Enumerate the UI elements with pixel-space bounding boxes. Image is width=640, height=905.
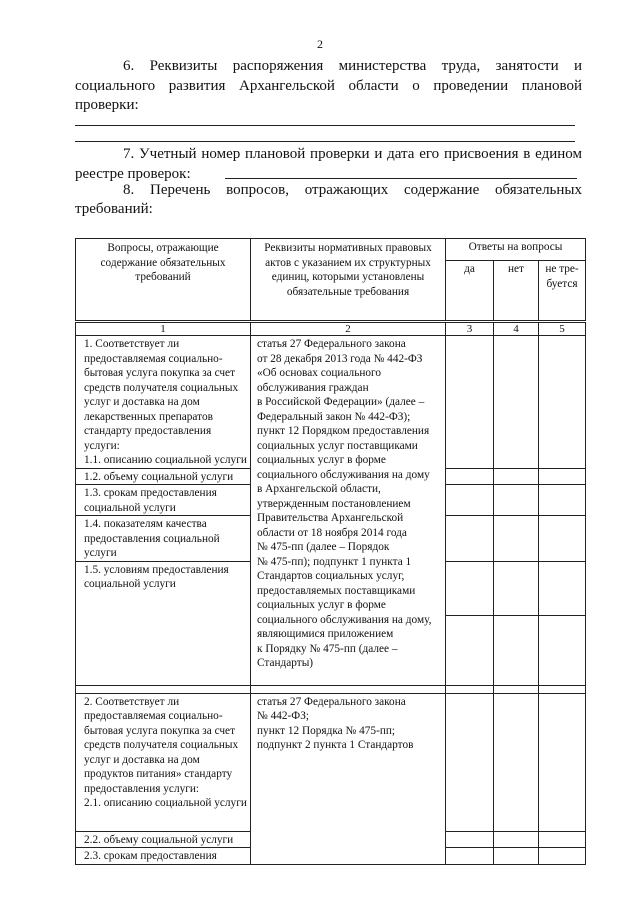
header-no: нет <box>494 261 539 321</box>
q2-text <box>76 693 251 831</box>
q1-ref-line: социальных услуг поставщиками <box>257 439 418 452</box>
q1-ref-line: № 475-пп); подпункт 1 пункта 1 <box>257 555 412 568</box>
col-number-4: 4 <box>494 323 539 336</box>
q1-ref-line: к Порядку № 475-пп (далее – <box>257 642 398 655</box>
q2-2-answer-yes[interactable] <box>446 831 494 848</box>
q1-sub-3: 1.3. срокам предоставления социальной услуги <box>76 485 251 516</box>
q1-5-answer-yes[interactable] <box>446 561 494 615</box>
q1-ref-line: Федеральный закон № 442-ФЗ); <box>257 410 411 423</box>
q1-sub-1: 1.1. описанию социальной услуги <box>84 454 247 466</box>
q1-legal-refs <box>251 336 446 686</box>
q1-sub-2: 1.2. объему социальной услуги <box>76 468 251 485</box>
q2-main: 2. Соответствует ли предоставляемая социально-бытовая услуга покупка за счет средств получателя социальных услуг и доставка на дом продуктов питания» стандарту предоставления услуги: <box>84 695 239 795</box>
section-6-line-2: социального развития Архангельской области о проведении плановой <box>75 78 582 94</box>
q1-ref-line: социальных услуг в форме <box>257 454 386 466</box>
q1-2-answer-no[interactable] <box>494 468 539 485</box>
q1-ref-line: от 28 декабря 2013 года № 442-ФЗ <box>257 352 423 365</box>
q2-sub-3: 2.3. срокам предоставления <box>76 848 251 865</box>
q2-3-answer-no[interactable] <box>494 848 539 865</box>
q1-ref-line: социальных услуг в форме <box>257 599 386 611</box>
q1-ref-line: № 475-пп (далее – Порядок <box>257 541 390 553</box>
q1-ref-line: «Об основах социального <box>257 367 382 379</box>
registry-number-blank-line <box>225 178 577 179</box>
q1-5-answer-yes-extra <box>446 615 494 685</box>
q1-1-answer-no[interactable] <box>494 336 539 469</box>
section-6-line-3: проверки: <box>75 97 139 113</box>
page-number: 2 <box>317 37 323 51</box>
q1-ref-line: в Российской Федерации» (далее – <box>257 396 425 408</box>
requirements-table-header <box>75 238 586 321</box>
section-7-line-2: реестре проверок: <box>75 166 191 182</box>
q2-sub-2: 2.2. объему социальной услуги <box>76 831 251 848</box>
header-questions: Вопросы, отражающие содержание обязательных требований <box>76 239 251 321</box>
q1-3-answer-yes[interactable] <box>446 485 494 516</box>
q1-2-answer-not-required[interactable] <box>539 468 586 485</box>
q1-ref-line: Стандартов социальных услуг, <box>257 570 405 582</box>
q1-ref-line: Правительства Архангельской <box>257 512 404 524</box>
q1-5-answer-no-extra <box>494 615 539 685</box>
q2-ref-line: пункт 12 Порядка № 475-пп; <box>257 724 396 737</box>
section-8-line-2: требований: <box>75 201 153 217</box>
requirements-table <box>75 322 586 865</box>
section-6-line-1: 6. Реквизиты распоряжения министерства труда, занятости и <box>123 58 582 74</box>
header-answers: Ответы на вопросы <box>446 239 586 261</box>
q2-1-answer-yes[interactable] <box>446 693 494 831</box>
q1-5-answer-not-required[interactable] <box>539 561 586 615</box>
spacer-cell <box>446 685 494 693</box>
q1-3-answer-no[interactable] <box>494 485 539 516</box>
q2-1-answer-no[interactable] <box>494 693 539 831</box>
q2-3-answer-not-required[interactable] <box>539 848 586 865</box>
col-number-2: 2 <box>251 323 446 336</box>
q2-ref-line: статья 27 Федерального закона <box>257 695 406 708</box>
spacer-cell <box>494 685 539 693</box>
q2-3-answer-yes[interactable] <box>446 848 494 865</box>
q1-ref-line: утвержденным постановлением <box>257 497 411 510</box>
header-yes: да <box>446 261 494 321</box>
q2-2-answer-not-required[interactable] <box>539 831 586 848</box>
q1-ref-line: являющимися приложением <box>257 628 394 640</box>
section-6-blank-line-1 <box>75 125 575 126</box>
header-not-required-line-1: не тре- <box>545 263 579 275</box>
col-number-5: 5 <box>539 323 586 336</box>
q1-ref-line: Стандарты) <box>257 657 314 669</box>
q2-2-answer-no[interactable] <box>494 831 539 848</box>
q1-ref-line: области от 18 ноября 2014 года <box>257 526 407 539</box>
q1-main: 1. Соответствует ли предоставляемая социально-бытовая услуга покупка за счет средств получателя социальных услуг и доставка на дом лекарственных препаратов стандарту предоставления услуги: <box>84 338 239 452</box>
header-not-required-line-2: буется <box>546 277 578 290</box>
spacer-cell <box>251 685 446 693</box>
q1-text <box>76 336 251 469</box>
q1-4-answer-yes[interactable] <box>446 516 494 562</box>
q1-4-answer-not-required[interactable] <box>539 516 586 562</box>
q1-ref-line: пункт 12 Порядком предоставления <box>257 425 430 437</box>
q1-sub-4: 1.4. показателям качества предоставления социальной услуги <box>76 516 251 562</box>
q2-1-answer-not-required[interactable] <box>539 693 586 831</box>
q1-sub-5: 1.5. условиям предоставления социальной услуги <box>76 561 251 685</box>
q2-legal-refs <box>251 693 446 864</box>
spacer-cell <box>539 685 586 693</box>
q2-ref-line: подпункт 2 пункта 1 Стандартов <box>257 739 414 751</box>
spacer-cell <box>76 685 251 693</box>
q1-2-answer-yes[interactable] <box>446 468 494 485</box>
header-legal-refs: Реквизиты нормативных правовых актов с указанием их структурных единиц, которыми установлены обязательные требования <box>251 239 446 321</box>
col-number-1: 1 <box>76 323 251 336</box>
q2-ref-line: № 442-ФЗ; <box>257 710 310 722</box>
q1-ref-line: в Архангельской области, <box>257 483 381 495</box>
q1-5-answer-no[interactable] <box>494 561 539 615</box>
q1-ref-line: социального обслуживания на дому, <box>257 613 432 626</box>
q1-1-answer-not-required[interactable] <box>539 336 586 469</box>
q2-sub-1: 2.1. описанию социальной услуги <box>84 797 247 809</box>
section-6-blank-line-2 <box>75 141 575 142</box>
q1-4-answer-no[interactable] <box>494 516 539 562</box>
q1-ref-line: статья 27 Федерального закона <box>257 338 406 350</box>
section-8-line-1: 8. Перечень вопросов, отражающих содержание обязательных <box>123 182 582 198</box>
q1-3-answer-not-required[interactable] <box>539 485 586 516</box>
section-7-line-1: 7. Учетный номер плановой проверки и дата его присвоения в едином <box>123 146 582 162</box>
header-not-required <box>539 261 586 321</box>
col-number-3: 3 <box>446 323 494 336</box>
q1-ref-line: обслуживания граждан <box>257 381 369 394</box>
q1-5-answer-not-required-extra <box>539 615 586 685</box>
q1-ref-line: социального обслуживания на дому <box>257 468 430 481</box>
q1-1-answer-yes[interactable] <box>446 336 494 469</box>
q1-ref-line: предоставляемых поставщиками <box>257 584 416 597</box>
